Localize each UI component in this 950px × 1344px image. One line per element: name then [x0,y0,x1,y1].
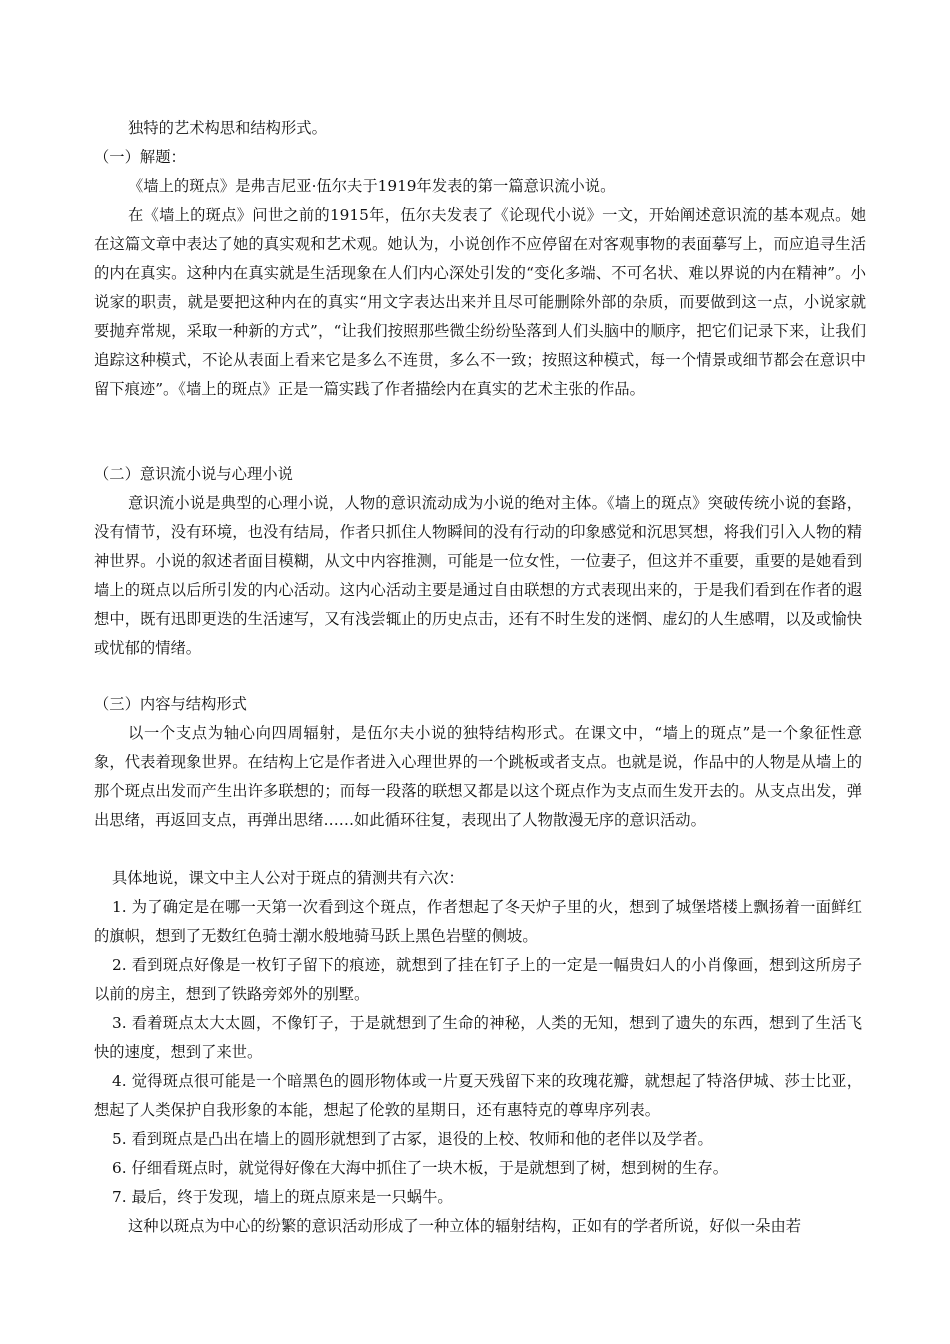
list-item: 5. 看到斑点是凸出在墙上的圆形就想到了古冢，退役的上校、牧师和他的老伴以及学者。 [112,1130,713,1148]
closing-paragraph: 这种以斑点为中心的纷繁的意识活动形成了一种立体的辐射结构，正如有的学者所说，好似一朵由若 [128,1217,802,1235]
list-intro: 具体地说，课文中主人公对于斑点的猜测共有六次： [112,869,464,887]
section-3-heading: （三）内容与结构形式 [94,695,247,713]
list-item: 3. 看着斑点太大太圆，不像钉子，于是就想到了生命的神秘，人类的无知，想到了遗失的东西，想到了生活飞快的速度，想到了来世。 [94,1014,862,1061]
list-item: 2. 看到斑点好像是一枚钉子留下的痕迹，就想到了挂在钉子上的一定是一幅贵妇人的小肖像画，想到这所房子以前的房主，想到了铁路旁郊外的别墅。 [94,956,862,1003]
list-item: 6. 仔细看斑点时，就觉得好像在大海中抓住了一块木板，于是就想到了树，想到树的生存。 [112,1159,729,1177]
section-3-body: 以一个支点为轴心向四周辐射，是伍尔夫小说的独特结构形式。在课文中，“墙上的斑点”是一个象征性意象，代表着现象世界。在结构上它是作者进入心理世界的一个跳板或者支点。也就是说，作品中的人物是从墙上的那个斑点出发而产生出许多联想的；而每一段落的联想又都是以这个斑点作为支点而生发开去的。从支点出发，弹出思绪，再返回支点，再弹出思绪……如此循环往复，表现出了人物散漫无序的意识活动。 [94,724,862,829]
opening-line: 独特的艺术构思和结构形式。 [128,119,327,137]
section-2-body: 意识流小说是典型的心理小说，人物的意识流动成为小说的绝对主体。《墙上的斑点》突破传统小说的套路，没有情节，没有环境，也没有结局，作者只抓住人物瞬间的没有行动的印象感觉和沉思冥想，将我们引入人物的精神世界。小说的叙述者面目模糊，从文中内容推测，可能是一位女性，一位妻子，但这并不重要，重要的是她看到墙上的斑点以后所引发的内心活动。这内心活动主要是通过自由联想的方式表现出来的，于是我们看到在作者的遐想中，既有迅即更迭的生活速写，又有浅尝辄止的历史点击，还有不时生发的迷惘、虚幻的人生感喟，以及或愉快或忧郁的情绪。 [94,494,862,657]
list-item: 1. 为了确定是在哪一天第一次看到这个斑点，作者想起了冬天炉子里的火，想到了城堡塔楼上飘扬着一面鲜红的旗帜，想到了无数红色骑士潮水般地骑马跃上黑色岩壁的侧坡。 [94,898,862,945]
section-1-heading: （一）解题： [94,148,186,166]
list-item: 7. 最后，终于发现，墙上的斑点原来是一只蜗牛。 [112,1188,453,1206]
section-1-intro: 《墙上的斑点》是弗吉尼亚·伍尔夫于1919年发表的第一篇意识流小说。 [128,177,616,195]
section-2-heading: （二）意识流小说与心理小说 [94,465,293,483]
section-1-body: 在《墙上的斑点》问世之前的1915年，伍尔夫发表了《论现代小说》一文，开始阐述意识流的基本观点。她在这篇文章中表达了她的真实观和艺术观。她认为，小说创作不应停留在对客观事物的表面摹写上，而应追寻生活的内在真实。这种内在真实就是生活现象在人们内心深处引发的“变化多端、不可名状、难以界说的内在精神”。小说家的职责，就是要把这种内在的真实“用文字表达出来并且尽可能删除外部的杂质，而要做到这一点，小说家就要抛弃常规，采取一种新的方式”，“让我们按照那些微尘纷纷坠落到人们头脑中的顺序，把它们记录下来，让我们追踪这种模式，不论从表面上看来它是多么不连贯，多么不一致；按照这种模式，每一个情景或细节都会在意识中留下痕迹”。《墙上的斑点》正是一篇实践了作者描绘内在真实的艺术主张的作品。 [94,206,866,398]
list-item: 4. 觉得斑点很可能是一个暗黑色的圆形物体或一片夏天残留下来的玫瑰花瓣，就想起了特洛伊城、莎士比亚，想起了人类保护自我形象的本能，想起了伦敦的星期日，还有惠特克的尊卑序列表。 [94,1072,862,1119]
